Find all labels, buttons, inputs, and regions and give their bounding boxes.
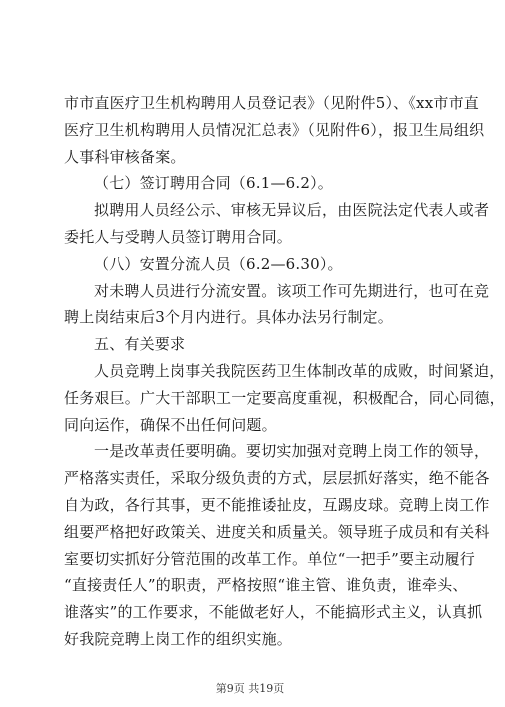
body-text bbox=[64, 90, 505, 653]
text-line: 人员竞聘上岗事关我院医药卫生体制改革的成败，时间紧迫， bbox=[94, 361, 505, 380]
text-line: 市市直医疗卫生机构聘用人员登记表》（见附件5）、《xx市市直 bbox=[64, 94, 479, 112]
text-line: 聘上岗结束后3个月内进行。具体办法另行制定。 bbox=[64, 308, 393, 327]
text-line: 一是改革责任要明确。要切实加强对竞聘上岗工作的领导， bbox=[94, 442, 490, 461]
text-line: 室要切实抓好分管范围的改革工作。单位“一把手”要主动履行 bbox=[64, 549, 475, 568]
text-line: “直接责任人”的职责，严格按照“谁主管、谁负责，谁牵头、 bbox=[64, 576, 468, 595]
text-line: 好我院竞聘上岗工作的组织实施。 bbox=[64, 629, 293, 648]
section-heading-8: （八）安置分流人员（6.2—6.30）。 bbox=[94, 254, 343, 273]
section-heading-5: 五、有关要求 bbox=[94, 335, 186, 354]
text-line: 委托人与受聘人员签订聘用合同。 bbox=[64, 227, 293, 246]
text-line: 人事科审核备案。 bbox=[64, 147, 186, 166]
text-line: 任务艰巨。广大干部职工一定要高度重视，积极配合，同心同德， bbox=[64, 388, 505, 407]
text-line: 组要严格把好政策关、进度关和质量关。领导班子成员和有关科 bbox=[64, 522, 490, 541]
text-line: 同向运作，确保不出任何问题。 bbox=[64, 415, 277, 434]
text-line: 医疗卫生机构聘用人员情况汇总表》（见附件6），报卫生局组织 bbox=[64, 120, 485, 139]
text-line: 严格落实责任，采取分级负责的方式，层层抓好落实，绝不能各 bbox=[64, 469, 490, 488]
text-line: 自为政，各行其事，更不能推诿扯皮，互踢皮球。竞聘上岗工作 bbox=[64, 495, 490, 514]
section-heading-7: （七）签订聘用合同（6.1—6.2）。 bbox=[94, 174, 334, 193]
text-line: 对未聘人员进行分流安置。该项工作可先期进行，也可在竞 bbox=[94, 281, 490, 300]
page-footer: 第9页 共19页 bbox=[215, 682, 285, 695]
text-line: 拟聘用人员经公示、审核无异议后，由医院法定代表人或者 bbox=[94, 201, 490, 220]
text-line: 谁落实”的工作要求，不能做老好人，不能搞形式主义，认真抓 bbox=[64, 603, 483, 622]
